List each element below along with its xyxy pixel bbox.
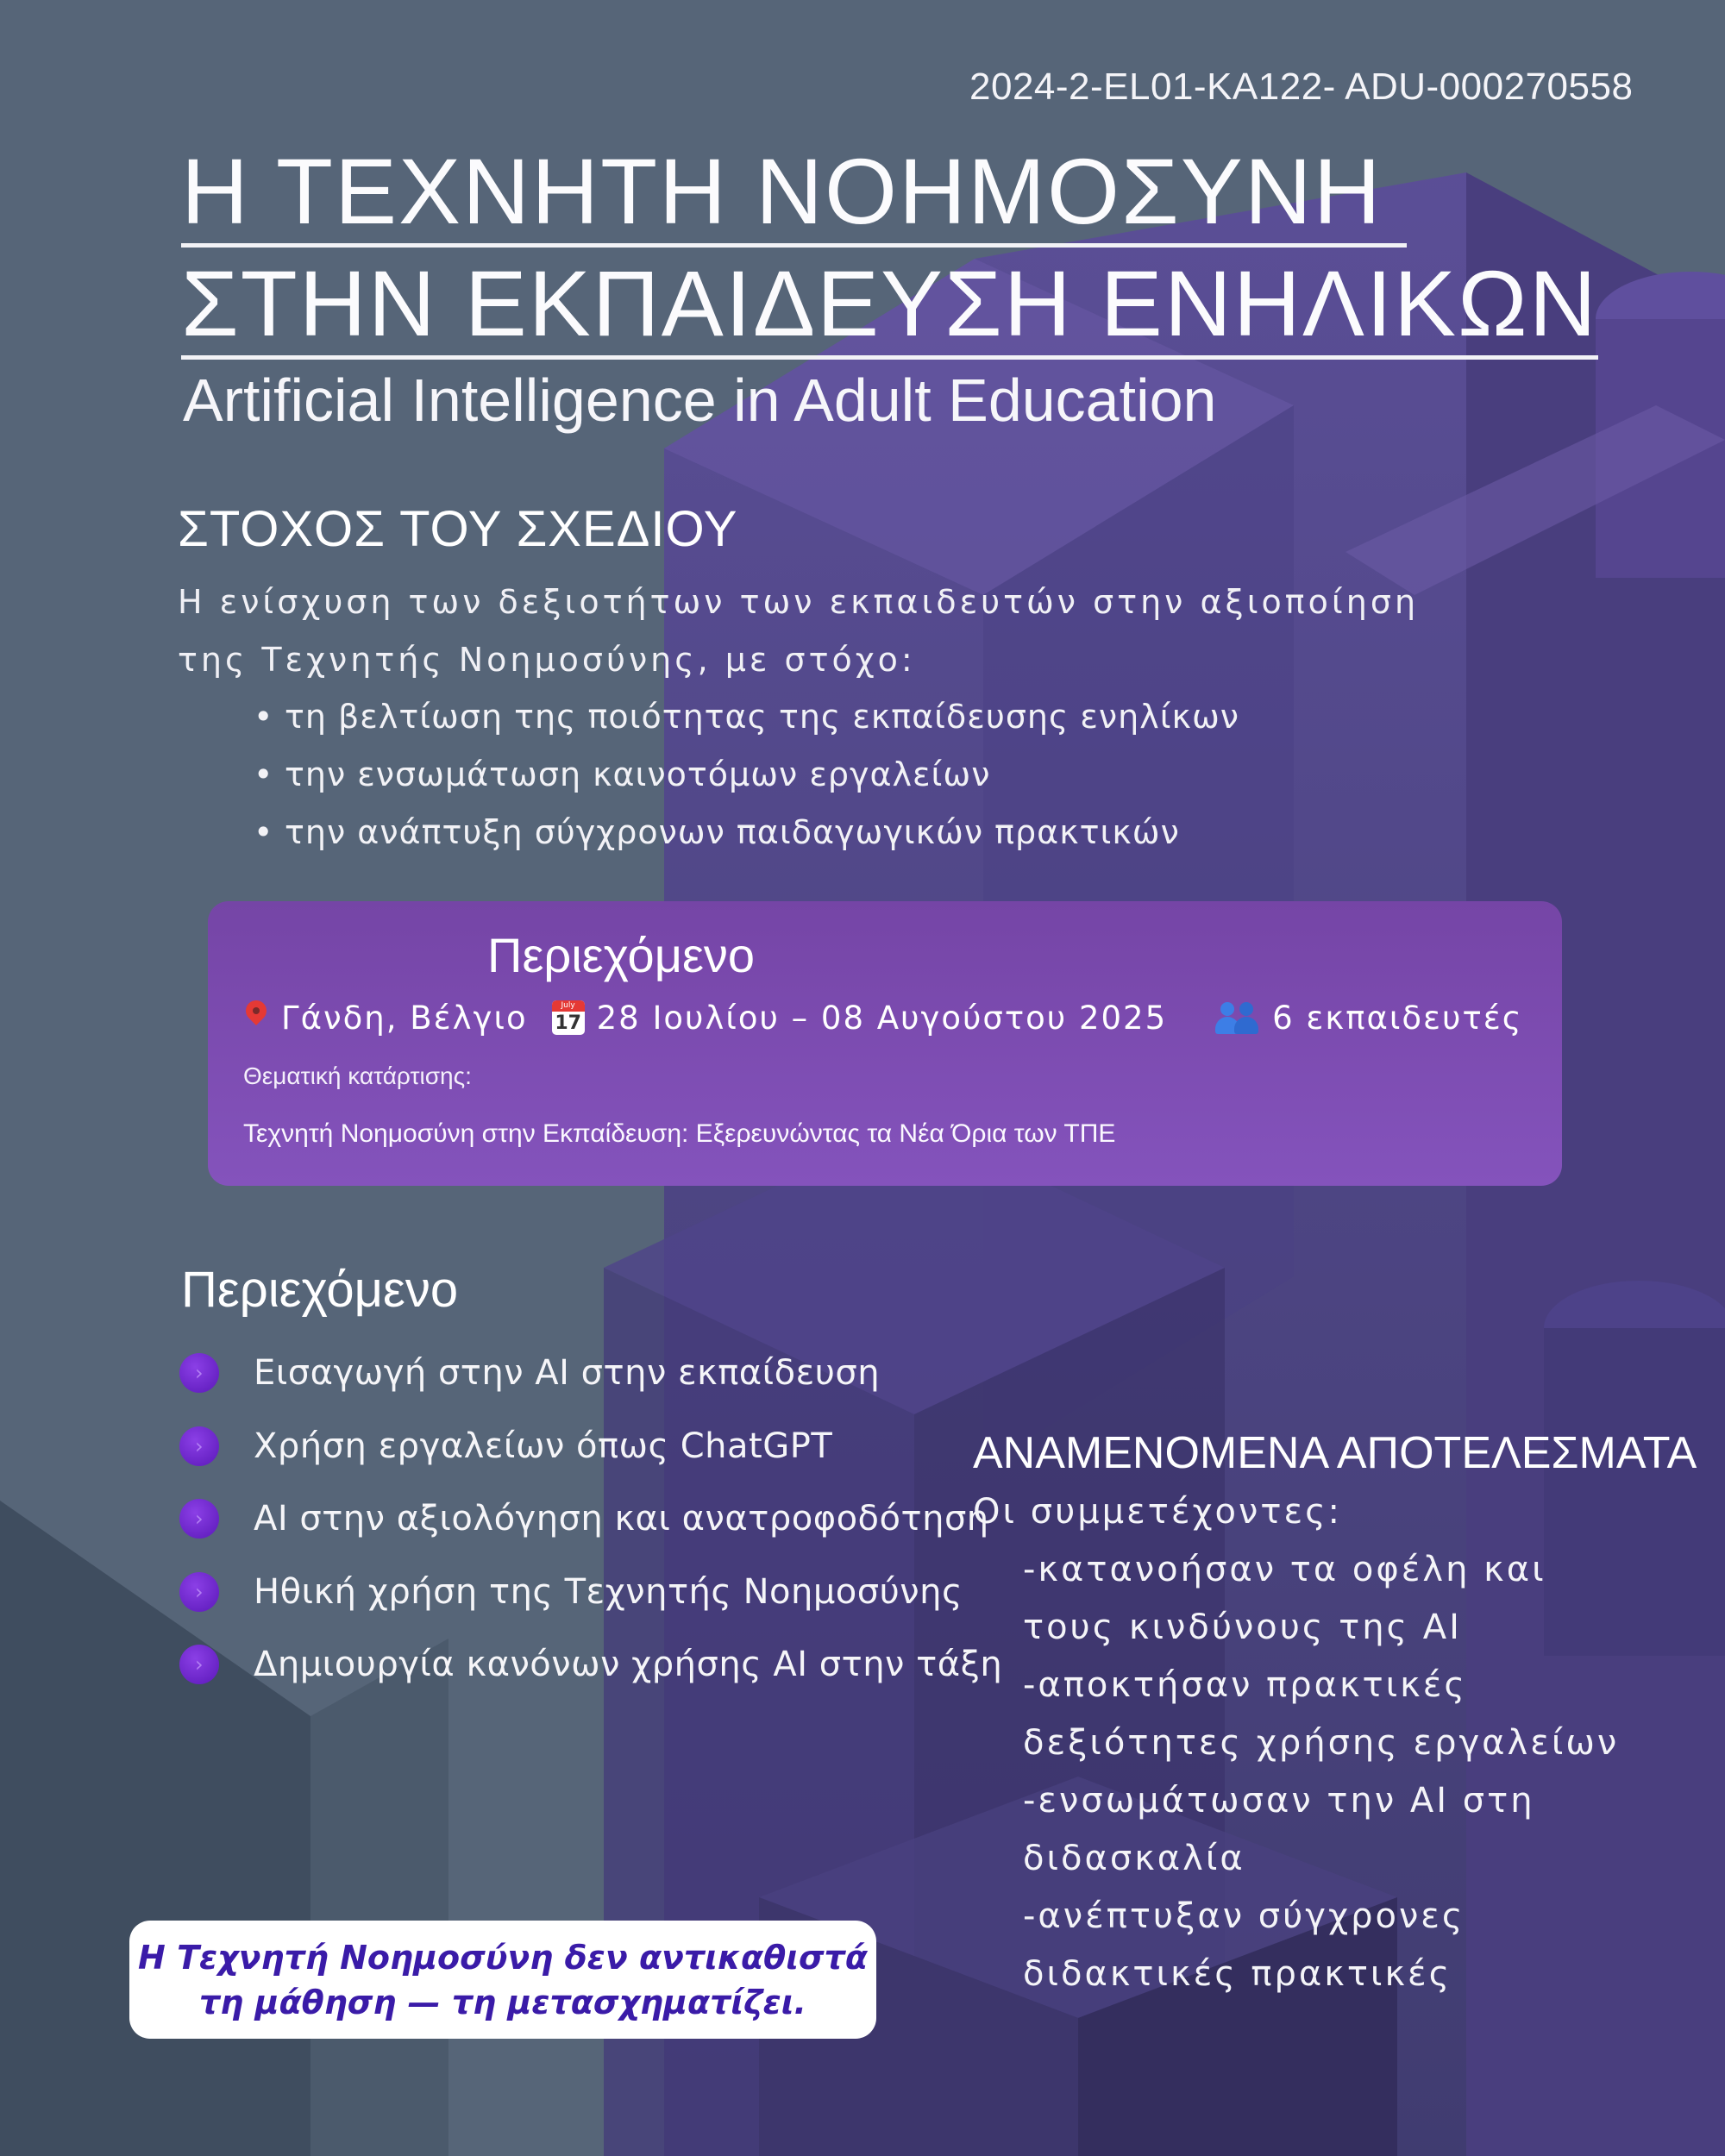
goal-text-line-1: Η ενίσχυση των δεξιοτήτων των εκπαιδευτών στην αξιοποίηση	[178, 583, 1420, 621]
quote-line-1: Η Τεχνητή Νοημοσύνη δεν αντικαθιστά	[138, 1938, 868, 1977]
content-item-text: Ηθική χρήση της Τεχνητής Νοημοσύνης	[254, 1571, 963, 1612]
chevron-bullet-icon: ›	[179, 1426, 219, 1466]
title-line-2: ΣΤΗΝ ΕΚΠΑΙΔΕΥΣΗ ΕΝΗΛΙΚΩΝ	[181, 257, 1598, 360]
goal-item: • τη βελτίωση της ποιότητας της εκπαίδευσης ενηλίκων	[250, 688, 1239, 746]
goal-item: • την ανάπτυξη σύγχρονων παιδαγωγικών πρακτικών	[250, 804, 1239, 862]
quote-line-2: τη μάθηση — τη μετασχηματίζει.	[198, 1983, 806, 2021]
content-item	[179, 1337, 1002, 1410]
content-item	[179, 1482, 1002, 1556]
info-row	[243, 999, 1522, 1037]
results-intro: Οι συμμετέχοντες:	[973, 1492, 1343, 1532]
chevron-bullet-icon: ›	[179, 1572, 219, 1612]
results-line: -κατανοήσαν τα οφέλη και	[1023, 1550, 1546, 1589]
info-box-heading: Περιεχόμενο	[487, 928, 756, 982]
results-heading: ΑΝΑΜΕΝΟΜΕΝΑ ΑΠΟΤΕΛΕΣΜΑΤΑ	[973, 1428, 1697, 1478]
chevron-bullet-icon: ›	[179, 1499, 219, 1539]
chevron-bullet-icon: ›	[179, 1645, 219, 1684]
location-text: Γάνδη, Βέλγιο	[281, 999, 528, 1037]
results-line: διδασκαλία	[1023, 1839, 1245, 1878]
results-line: -αποκτήσαν πρακτικές	[1023, 1665, 1467, 1705]
content-item	[179, 1628, 1002, 1702]
goal-text-line-2: της Τεχνητής Νοημοσύνης, με στόχο:	[178, 641, 916, 679]
content-item-text: Δημιουργία κανόνων χρήσης AI στην τάξη	[254, 1645, 1003, 1684]
results-line: δεξιότητες χρήσης εργαλείων	[1023, 1723, 1620, 1763]
content-item	[179, 1556, 1002, 1629]
content-list	[179, 1337, 1002, 1702]
dates-text: 28 Ιουλίου – 08 Αυγούστου 2025	[596, 999, 1168, 1037]
goal-list	[250, 688, 1239, 862]
calendar-day: 17	[555, 1012, 581, 1034]
results-line: -ενσωμάτωσαν την AI στη	[1023, 1781, 1535, 1821]
theme-label: Θεματική κατάρτισης:	[243, 1062, 472, 1089]
results-list	[1023, 1541, 1619, 2003]
project-code: 2024-2-EL01-KA122- ADU-000270558	[969, 66, 1634, 108]
results-line: τους κινδύνους της AI	[1023, 1608, 1462, 1647]
people-icon	[1215, 1000, 1260, 1035]
english-subtitle: Artificial Intelligence in Adult Education	[183, 367, 1217, 434]
content-item-text: Χρήση εργαλείων όπως ChatGPT	[254, 1426, 833, 1466]
map-pin-icon	[243, 999, 269, 1037]
title-line-1: Η ΤΕΧΝΗΤΗ ΝΟΗΜΟΣΥΝΗ	[181, 145, 1407, 248]
content-heading: Περιεχόμενο	[181, 1262, 459, 1318]
chevron-bullet-icon: ›	[179, 1353, 219, 1393]
calendar-icon	[552, 1000, 585, 1035]
calendar-month: July	[552, 1000, 585, 1012]
participants-text: 6 εκπαιδευτές	[1272, 999, 1523, 1037]
goal-heading: ΣΤΟΧΟΣ ΤΟΥ ΣΧΕΔΙΟΥ	[178, 501, 738, 557]
goal-item: • την ενσωμάτωση καινοτόμων εργαλείων	[250, 746, 1239, 804]
content-item-text: Εισαγωγή στην AI στην εκπαίδευση	[254, 1353, 881, 1393]
results-line: διδακτικές πρακτικές	[1023, 1954, 1452, 1994]
quote-box	[129, 1921, 876, 2039]
theme-value: Τεχνητή Νοημοσύνη στην Εκπαίδευση: Εξερευνώντας τα Νέα Όρια των ΤΠΕ	[243, 1119, 1116, 1148]
results-line: -ανέπτυξαν σύγχρονες	[1023, 1896, 1465, 1936]
content-item	[179, 1410, 1002, 1483]
content-item-text: AI στην αξιολόγηση και ανατροφοδότηση	[254, 1499, 989, 1539]
goal-text	[178, 573, 1428, 689]
